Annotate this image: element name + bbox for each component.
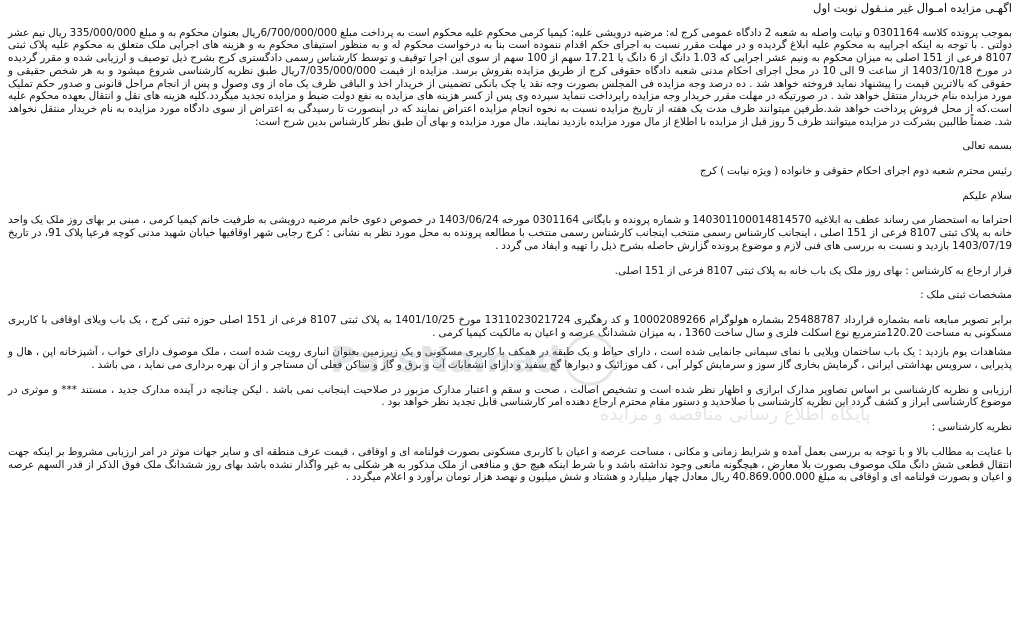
- notice-title: اگهـی مزایده امـوال غیر منـقول نوبت اول: [813, 1, 1012, 15]
- expert-opinion: با عنایت به مطالب بالا و با توجه به بررسی بعمل آمده و شرایط زمانی و مکانی ، مساحت عرصه و اعیان با کاربری مسکونی بصورت قولنامه ای و اوقافی ، قیمت عرف منطقه ای و سایر جهات موثر در امر ارزیابی مشروط بر اینکه جهت انتقال قطعی شش دانگ ملک موصوف بصورت بلا معارض ، هیچگونه مانعی وجود نداشته باشد و با شرط اینکه هیچ حق و منافعی از ملک مذکور به هر شکلی به غیر واگذار نشده باشد بهای روز ششدانگ ملک فوق الذکر از قدر السهم عرصه و اعیان و بصورت قولنامه ای و اوقافی به مبلغ 40.869.000.000 ریال معادل چهار میلیارد و هشتاد و شش میلیون و نهصد هزار تومان برآورد و اعلام میگردد .: [8, 445, 1012, 484]
- referral-order: قرار ارجاع به کارشناس : بهای روز ملک یک باب خانه به پلاک ثبتی 8107 فرعی از 151 اصلی.: [614, 264, 1012, 277]
- watermark-brand: ParsNamad: [330, 340, 561, 381]
- registry-details: برابر تصویر مبایعه نامه بشماره قرارداد 25488787 بشماره هولوگرام 10002089266 و کد رهگیری 1311023021724 مورخ 1401/10/25 به پلاک ثبتی 8107 فرعی از 151 اصلی حوزه ثبتی کرج ، یک باب ویلای اوقافی با کاربری مسکونی به مساحت 120.20مترمربع نوع اسکلت فلزی و سال ساخت 1360 ، به میزان ششدانگ عرصه و اعیان به مالکیت کیمیا کرمی .: [8, 313, 1013, 339]
- basmala: بسمه تعالی: [962, 140, 1012, 153]
- registry-heading: مشخصات ثبتی ملک :: [920, 289, 1012, 302]
- expert-intro-paragraph: احتراما به استحضار می رساند عطف به ابلاغیه 140301100014814570 و شماره پرونده و بایگانی 0301164 مورخه 1403/06/24 در خصوص دعوی خانم مرضیه درویشی به طرفیت خانم کیمیا کرمی ، مبنی بر بهای روز ملک یک واحد خانه به پلاک ثبتی 8107 فرعی از 151 اصلی ، اینجانب کارشناس رسمی منتخب اینجانب کارشناس رسمی منتخب با مطالعه پرونده به محل مورد نظر به نشانی : کرج رجایی شهر اوقافیها خیابان شهید مدنی کوچه فرعیا پلاک 91، در تاریخ 1403/07/19 بازدید و نسبت به بررسی های فنی لازم و موضوع پرونده گزارش حاصله بشرح ذیل را تهیه و ایفاد می گردد .: [8, 214, 1013, 252]
- auction-notice: [8, 2, 1012, 484]
- addressee: رئیس محترم شعبه دوم اجرای احکام حقوقی و خانواده ( ویژه نیابت ) کرج: [699, 165, 1012, 178]
- watermark-tagline: پایگاه اطلاع رسانی مناقصه و مزایده: [600, 404, 871, 425]
- notice-main-paragraph: بموجب پرونده کلاسه 0301164 و نیابت واصله به شعبه 2 دادگاه عمومی کرج له: مرضیه درویشی علیه: کیمیا کرمی محکوم علیه محکوم است به پرداخت مبلغ 6/700/000/000ریال بعنوان محکوم به و مبلغ 335/000/000 ریال نیم عشر دولتی . با توجه به اینکه اجراییه به محکوم علیه ابلاغ گردیده و در مهلت مقرر نسبت به اجرای حکم اقدام ننموده است بنا به درخواست محکوم له و به منظور استیفای محکوم به و هزینه های اجرایی ملک متعلق به محکوم علیه پلاک ثبتی 8107 فرعی از 151 اصلی به میزان محکوم به ونیم عشر اجرایی که 1.03 دانگ از 6 دانگ یا 17.21 سهم از 100 سهم از سوی این اجرا توقیف و توسط کارشناس رسمی دادگستری کرج بشرح ذیل توصیف و ارزیابی شده و مقرر گردیده در مورخ 1403/10/18 از ساعت 9 الی 10 در محل اجرای احکام مدنی شعبه دادگاه حقوقی کرج از طریق مزایده بفروش برسد. مزایده از قیمت 7/035/000/000ریال طبق نظریه کارشناسی شروع میشود و به هر شخص حقیقی و حقوقی که بالاترین قیمت را پیشنهاد نماید فروخته خواهد شد . ده درصد وجه مزایده فی المجلس بصورت وجه نقد یا چک بانکی تضمینی از خریدار اخذ و الباقی ظرف یک ماه از وی وصول و پس از انجام مراحل قانونی و صدور حکم تملیک مورد مزایده بنام خریدار منتقل خواهد شد . در صورتیکه در مهلت مقرر خریدار وجه مزایده رایرداخت ننماید سپرده وی پس از کسر هزینه های مزایده به نفع دولت ضبط و مزایده تجدید میگردد.کلیه هزینه های نقل و انتقال بعهده محکوم علیه است.که از محل فروش پرداخت خواهد شد.طرفین میتوانند ظرف مدت یک هفته از تاریخ مزایده نسبت به نحوه انجام مزایده اعتراض نمایند که در اینصورت تا رسیدگی به اعتراض از سوی دادگاه مورد مزایده به نام خریدار منتقل نخواهد شد. ضمناً طالبین بشرکت در مزایده میتوانند ظرف 5 روز قبل از مزایده با اطلاع از مال مورد مزایده بازدید نمایند. مال مورد مزایده و بهای آن طبق نظر کارشناس بدین شرح است:: [8, 26, 1013, 128]
- site-observations: مشاهدات یوم بازدید : یک باب ساختمان ویلایی با نمای سیمانی جانمایی شده است ، دارای حیاط و یک طبقه در همکف با کاربری مسکونی و یک زیرزمین بعنوان انباری رویت شده است ، ملک موصوف دارای خواب ، آشپزخانه اپن ، هال و پذیرایی ، سرویس بهداشتی ایرانی ، گرمایش بخاری گاز سوز و سرمایش کولر آبی ، کف موزائیک و دیوارها گچ سفید و دارای انشعابات آب و برق و گاز و ساکن فعلی آن مستاجر و از آن بهره برداری می نماید ، می باشد .: [8, 346, 1012, 372]
- greeting: سلام علیکم: [962, 189, 1012, 202]
- opinion-heading: نظریه کارشناسی :: [931, 421, 1012, 434]
- evaluation-disclaimer: ارزیابی و نظریه کارشناسی بر اساس تصاویر مدارک ابرازی و اظهار نظر شده است و تشخیص اصالت ، صحت و سقم و اعتبار مدارک مزبور در صلاحیت اینجانب نمی باشد . لیکن چنانچه در آینده مدارک جدید ، مستند *** و موثری در موضوع کارشناسی ابراز و کشف گردد این نظریه کارشناسی با صلاحدید و دستور مقام محترم ارجاع دهنده امر کارشناسی قابل تجدید نظر خواهد بود .: [8, 383, 1012, 409]
